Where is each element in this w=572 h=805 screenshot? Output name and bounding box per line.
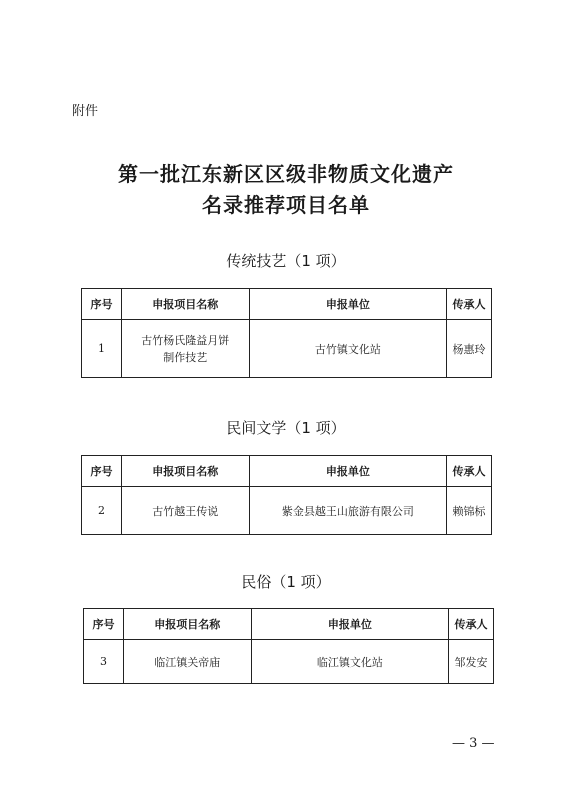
cell-project	[121, 320, 249, 378]
table-header-row	[84, 609, 494, 640]
table-row	[82, 487, 492, 535]
attachment-label: 附件	[72, 104, 99, 119]
cell-seq: 3	[84, 640, 124, 684]
cell-inheritor: 杨惠玲	[447, 320, 492, 378]
cell-seq: 1	[82, 320, 122, 378]
cell-unit: 紫金县越王山旅游有限公司	[249, 487, 446, 535]
cell-seq: 2	[82, 487, 122, 535]
table-header-row	[82, 289, 492, 320]
header-seq: 序号	[82, 289, 122, 320]
section-title-folk-literature: 民间文学（1 项）	[226, 419, 346, 437]
header-unit: 申报单位	[249, 289, 446, 320]
table-traditional-crafts	[81, 288, 492, 378]
table-header-row	[82, 456, 492, 487]
table-folk-literature	[81, 455, 492, 535]
document-title-line2: 名录推荐项目名单	[202, 193, 370, 217]
header-inheritor: 传承人	[447, 289, 492, 320]
cell-unit: 临江镇文化站	[251, 640, 448, 684]
section-title-traditional-crafts: 传统技艺（1 项）	[226, 252, 346, 270]
cell-inheritor: 赖锦标	[447, 487, 492, 535]
cell-project: 临江镇关帝庙	[123, 640, 251, 684]
page-number: — 3 —	[452, 736, 495, 751]
header-inheritor: 传承人	[449, 609, 494, 640]
header-seq: 序号	[82, 456, 122, 487]
table-row	[82, 320, 492, 378]
cell-project: 古竹越王传说	[121, 487, 249, 535]
header-project: 申报项目名称	[121, 289, 249, 320]
document-title-line1: 第一批江东新区区级非物质文化遗产	[118, 162, 454, 186]
header-unit: 申报单位	[249, 456, 446, 487]
header-project: 申报项目名称	[121, 456, 249, 487]
cell-project-line2: 制作技艺	[163, 350, 208, 364]
table-row	[84, 640, 494, 684]
cell-unit: 古竹镇文化站	[249, 320, 446, 378]
table-folk-customs	[83, 608, 494, 684]
header-inheritor: 传承人	[447, 456, 492, 487]
header-seq: 序号	[84, 609, 124, 640]
header-project: 申报项目名称	[123, 609, 251, 640]
section-title-folk-customs: 民俗（1 项）	[241, 573, 331, 591]
cell-project-line1: 古竹杨氏隆益月饼	[141, 333, 230, 347]
cell-inheritor: 邹发安	[449, 640, 494, 684]
header-unit: 申报单位	[251, 609, 448, 640]
